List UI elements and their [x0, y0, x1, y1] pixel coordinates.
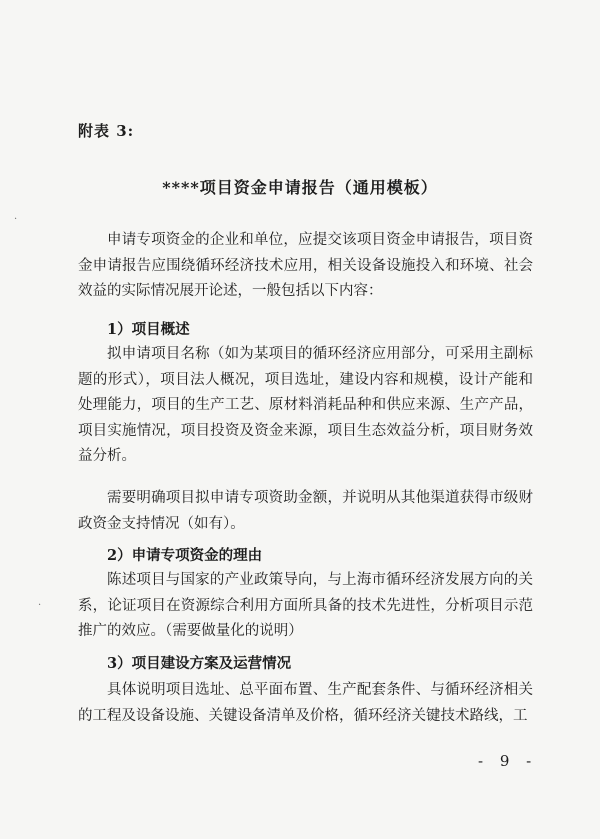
appendix-label: 附表 3:: [78, 122, 135, 140]
section-1-paragraph-1: 拟申请项目名称（如为某项目的循环经济应用部分，可采用主副标题的形式），项目法人概况，项目选址，建设内容和规模，设计产能和处理能力，项目的生产工艺、原材料消耗品种和供应来源、生产产品，项目实施情况，项目投资及资金来源，项目生态效益分析，项目财务效益分析。: [78, 346, 533, 464]
section-2-heading: 2）申请专项资金的理由: [107, 547, 263, 564]
section-3-paragraph-1: 具体说明项目选址、总平面布置、生产配套条件、与循环经济相关的工程及设备设施、关键设备清单及价格，循环经济关键技术路线，工: [78, 682, 533, 724]
intro-paragraph: 申请专项资金的企业和单位，应提交该项目资金申请报告，项目资金申请报告应围绕循环经济技术应用，相关设备设施投入和环境、社会效益的实际情况展开论述，一般包括以下内容：: [78, 232, 533, 299]
document-title: ****项目资金申请报告（通用模板）: [162, 178, 438, 197]
section-2-paragraph-1: 陈述项目与国家的产业政策导向，与上海市循环经济发展方向的关系，论证项目在资源综合利用方面所具备的技术先进性，分析项目示范推广的效应。（需要做量化的说明）: [78, 572, 533, 639]
scan-speck: ·: [38, 600, 42, 611]
section-1-paragraph-2: 需要明确项目拟申请专项资助金额，并说明从其他渠道获得市级财政资金支持情况（如有）。: [78, 490, 533, 532]
scan-speck: ·: [14, 214, 18, 225]
section-3-heading: 3）项目建设方案及运营情况: [107, 655, 292, 672]
section-1-heading: 1）项目概述: [107, 321, 190, 338]
page-number: - 9 -: [478, 752, 538, 770]
